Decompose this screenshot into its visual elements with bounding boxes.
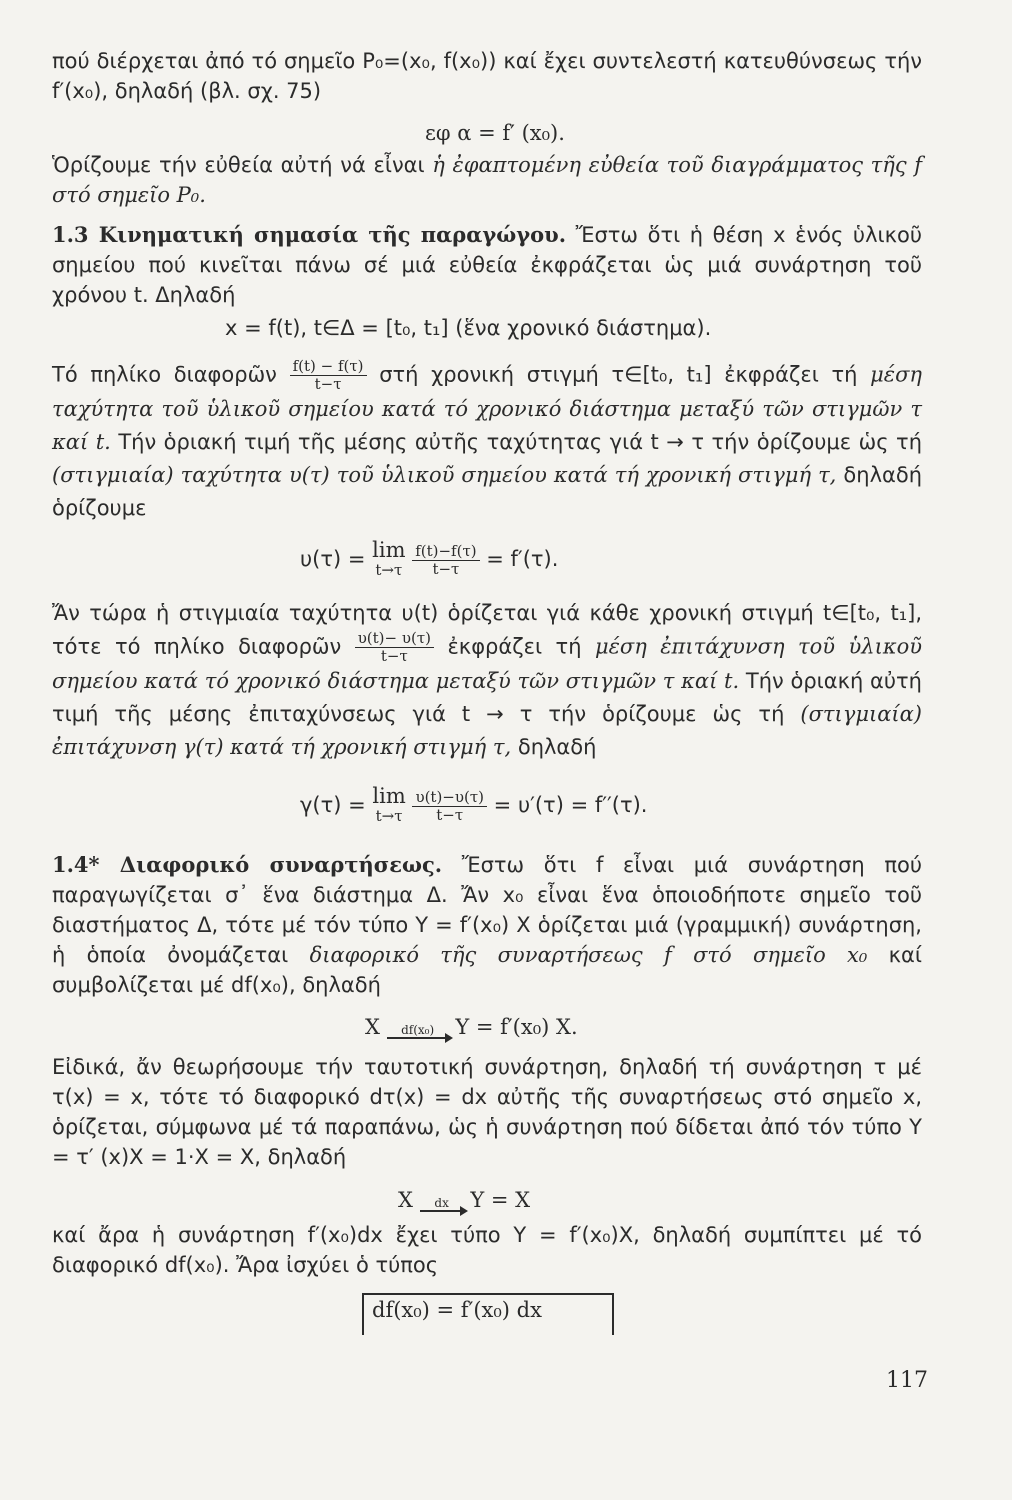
paragraph-velocity: [52, 358, 922, 525]
fraction-velocity: [412, 543, 479, 578]
text-para4a: Ἄν τώρα ἡ στιγμιαία ταχύτητα υ(t) ὁρίζεται γιά κάθε χρονική στιγμή t∈[t₀, t₁], τότε τό πηλίκο διαφορῶν: [52, 601, 922, 659]
fraction-denominator: t−τ: [380, 647, 408, 665]
text-para3a: Τό πηλίκο διαφορῶν: [52, 362, 290, 387]
page-number: 117: [886, 1368, 928, 1393]
text-para2-italic: ἡ ἐφαπτομένη εὐθεία τοῦ διαγράμματος τῆς f στό σημεῖο P₀.: [52, 153, 923, 207]
paragraph-conclusion: [52, 1220, 922, 1280]
limit: [372, 786, 405, 826]
limit: [372, 540, 405, 580]
limit-subscript: t→τ: [375, 807, 403, 825]
text-para5: Εἰδικά, ἄν θεωρήσουμε τήν ταυτοτική συνάρτηση, δηλαδή τή συνάρτηση τ μέ τ(x) = x, τότε τό διαφορικό dτ(x) = dx αὐτῆς τῆς συναρτήσεως στό σημεῖο x, ὁρίζεται, σύμφωνα μέ τά παραπάνω, ὡς ἡ συνάρτηση πού δίδεται ἀπό τόν τύπο Y = τ′ (x)X = 1·X = X, δηλαδή: [52, 1055, 922, 1169]
text-sec14-italic: διαφορικό τῆς συναρτήσεως f στό σημεῖο x₀: [309, 943, 868, 967]
text-para3b: στή χρονική στιγμή τ∈[t₀, t₁] ἐκφράζει τή: [366, 362, 871, 387]
fraction-numerator: υ(t)− υ(τ): [355, 630, 434, 648]
fraction-acceleration: [412, 789, 487, 824]
fraction-numerator: υ(t)−υ(τ): [412, 789, 487, 807]
section-1-3: [52, 220, 922, 310]
boxed-formula: df(x₀) = f′(x₀) dx: [372, 1298, 542, 1322]
limit-word: lim: [372, 784, 406, 808]
fraction-denominator: t−τ: [314, 375, 342, 393]
paragraph-tangent-line: [52, 46, 922, 106]
text-para6: καί ἄρα ἡ συνάρτηση f′(x₀)dx ἔχει τύπο Y = f′(x₀)X, δηλαδή συμπίπτει μέ τό διαφορικό df(x₀). Ἄρα ἰσχύει ὁ τύπος: [52, 1223, 922, 1277]
equation-differential: [365, 1012, 578, 1042]
equation-position: x = f(t), t∈Δ = [t₀, t₁] (ἕνα χρονικό διάστημα).: [225, 316, 712, 340]
eq6-right: Y = X: [470, 1188, 531, 1212]
eq5-right: Y = f′(x₀) X.: [455, 1015, 578, 1039]
arrow-line: [420, 1210, 464, 1212]
text-para3-italic: μέση ταχύτητα τοῦ ὑλικοῦ σημείου κατά τό χρονικό διάστημα μεταξύ τῶν στιγμῶν τ καί t.: [52, 362, 922, 454]
eq4-right: = υ′(τ) = f′′(τ).: [487, 793, 648, 817]
fraction-mean-acceleration: [355, 630, 434, 665]
fraction-mean-velocity: [290, 358, 367, 393]
eq3-left: υ(τ) =: [300, 547, 373, 571]
maps-to-arrow: [387, 1024, 449, 1039]
text-para2: Ὁρίζουμε τήν εὐθεία αὐτή νά εἶναι: [52, 153, 433, 177]
eq3-right: = f′(τ).: [479, 547, 559, 571]
text-sec14b: καί συμβολίζεται μέ df(x₀), δηλαδή: [52, 943, 922, 997]
text-sec14: Ἔστω ὅτι f εἶναι μιά συνάρτηση πού παραγωγίζεται σ᾽ ἕνα διάστημα Δ. Ἄν x₀ εἶναι ἕνα ὁποιοδήποτε σημεῖο τοῦ διαστήματος Δ, τότε μέ τόν τύπο Y = f′(x₀) X ὁρίζεται μιά (γραμμική) συνάρτηση, ἡ ὁποία ὀνομάζεται: [52, 853, 922, 967]
text-para4-italic: μέση ἐπιτάχυνση τοῦ ὑλικοῦ σημείου κατά τό χρονικό διάστημα μεταξύ τῶν στιγμῶν τ καί t.: [52, 634, 922, 693]
heading-1-4: 1.4* Διαφορικό συναρτήσεως.: [52, 852, 443, 877]
fraction-numerator: f(t)−f(τ): [412, 543, 479, 561]
equation-acceleration: [300, 786, 647, 826]
limit-subscript: t→τ: [375, 561, 403, 579]
heading-1-3: 1.3 Κινηματική σημασία τῆς παραγώγου.: [52, 222, 567, 247]
text-para3-italic2: (στιγμιαία) ταχύτητα υ(τ) τοῦ ὑλικοῦ σημείου κατά τή χρονική στιγμή τ,: [52, 463, 837, 487]
limit-word: lim: [372, 538, 406, 562]
fraction-numerator: f(t) − f(τ): [290, 358, 367, 376]
text-para4b: ἐκφράζει τή: [434, 634, 595, 659]
section-1-4: [52, 850, 922, 1000]
eq4-left: γ(τ) =: [300, 793, 373, 817]
arrow-label: df(x₀): [401, 1023, 435, 1037]
arrow-label: dx: [434, 1196, 449, 1210]
text-para4d: δηλαδή: [511, 735, 597, 759]
arrow-line: [387, 1037, 449, 1039]
equation-velocity: [300, 540, 558, 580]
fraction-denominator: t−τ: [436, 805, 464, 824]
text-para4c: Τήν ὁριακή αὐτή τιμή τῆς μέσης ἐπιταχύνσεως γιά t → τ τήν ὁρίζουμε ὡς τή: [52, 669, 922, 726]
paragraph-definition: [52, 150, 922, 210]
text-para1: πού διέρχεται ἀπό τό σημεῖο P₀=(x₀, f(x₀)) καί ἔχει συντελεστή κατευθύνσεως τήν f′(x₀), δηλαδή (βλ. σχ. 75): [52, 49, 922, 103]
equation-slope: εφ α = f′ (x₀).: [425, 121, 565, 145]
eq6-left: X: [398, 1188, 413, 1212]
eq5-left: X: [365, 1015, 380, 1039]
equation-dx: [398, 1185, 530, 1215]
text-para3d: δηλαδή ὁρίζουμε: [52, 463, 923, 520]
fraction-denominator: t−τ: [432, 559, 460, 578]
text-para3c: Τήν ὁριακή τιμή τῆς μέσης αὐτῆς ταχύτητας γιά t → τ τήν ὁρίζουμε ὡς τή: [110, 430, 922, 454]
maps-to-arrow: [420, 1197, 464, 1212]
paragraph-identity: [52, 1052, 922, 1172]
text-sec13: Ἔστω ὅτι ἡ θέση x ἑνός ὑλικοῦ σημείου πού κινεῖται πάνω σέ μιά εὐθεία ἐκφράζεται ὡς μιά συνάρτηση τοῦ χρόνου t. Δηλαδή: [52, 223, 922, 307]
text-para4-italic2: (στιγμιαία) ἐπιτάχυνση γ(τ) κατά τή χρονική στιγμή τ,: [52, 702, 922, 759]
paragraph-acceleration: [52, 597, 922, 764]
